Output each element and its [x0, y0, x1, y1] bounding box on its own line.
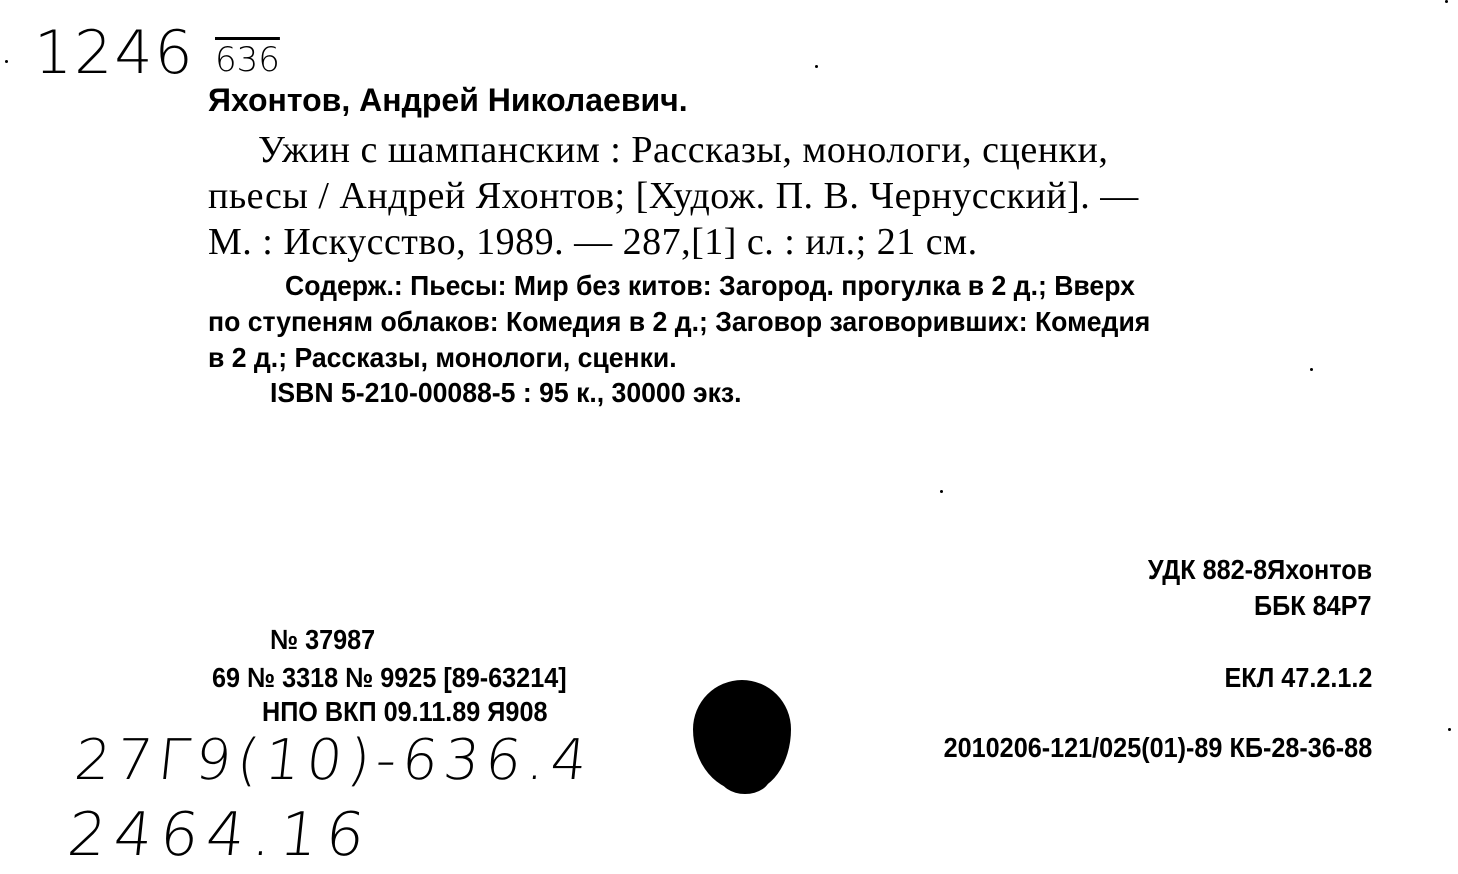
registry-line-3: НПО ВКП 09.11.89 Я908 [262, 696, 548, 727]
speck [940, 490, 943, 493]
isbn-line: ISBN 5-210-00088-5 : 95 к., 30000 экз. [270, 377, 742, 408]
handwritten-call-number: 1246 [34, 18, 195, 88]
registry-line-2: 69 № 3318 № 9925 [89-63214] [212, 662, 567, 693]
author-heading: Яхонтов, Андрей Николаевич. [208, 82, 688, 118]
speck [1445, 0, 1448, 3]
contents-line-1: Содерж.: Пьесы: Мир без китов: Загород. прогулка в 2 д.; Вверх [285, 270, 1135, 301]
publisher-code: 2010206-121/025(01)-89 КБ-28-36-88 [943, 732, 1372, 763]
handwritten-index-line-2: 2464.16 [64, 800, 376, 870]
handwritten-call-number-super: 636 [215, 40, 280, 80]
ekl-code: ЕКЛ 47.2.1.2 [1224, 662, 1372, 693]
speck [1448, 728, 1451, 731]
title-line-1: Ужин с шампанским : Рассказы, монологи, сценки, [258, 129, 1109, 171]
speck [5, 60, 8, 63]
title-line-3: М. : Искусство, 1989. — 287,[1] с. : ил.; 21 см. [208, 221, 978, 263]
contents-line-2: по ступеням облаков: Комедия в 2 д.; Заговор заговоривших: Комедия [208, 306, 1151, 337]
handwritten-index-line-1: 27Г9(10)-636.4 [71, 728, 596, 793]
speck [1310, 368, 1313, 371]
contents-line-3: в 2 д.; Рассказы, монологи, сценки. [208, 342, 677, 373]
bbk-code: ББК 84Р7 [1254, 590, 1372, 621]
registry-number: № 37987 [270, 624, 376, 655]
speck [815, 65, 818, 68]
ink-blot-tail [720, 760, 770, 794]
title-line-2: пьесы / Андрей Яхонтов; [Худож. П. В. Чернусский]. — [208, 175, 1139, 217]
udk-code: УДК 882-8Яхонтов [1147, 554, 1372, 585]
